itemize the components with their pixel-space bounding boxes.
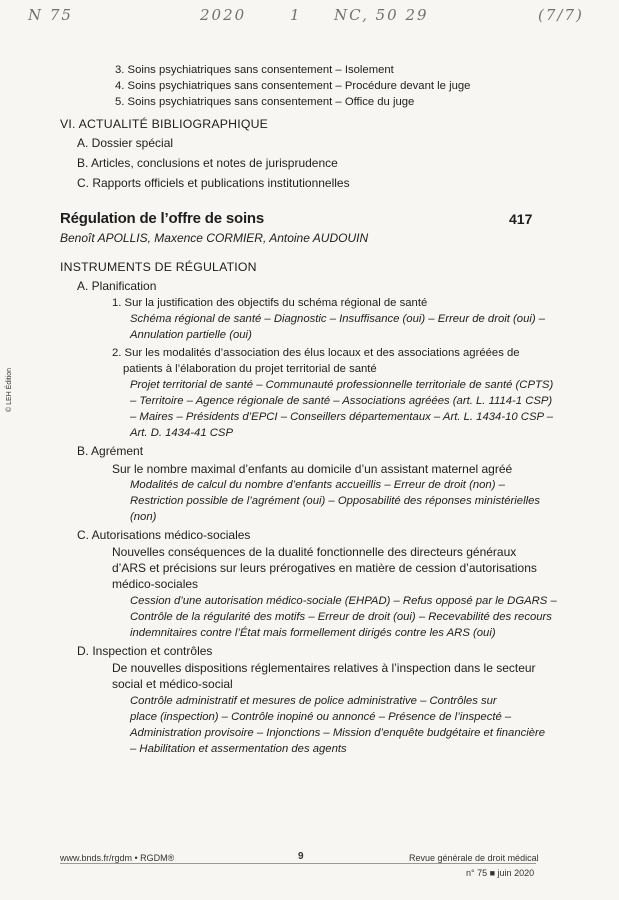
section-page-number: 417 (509, 211, 533, 227)
handwritten-pages: (7/7) (538, 6, 584, 24)
keywords-line: – Territoire – Agence régionale de santé – Associations agréées (art. L. 1114-1 CSP) (130, 395, 553, 407)
subheading-agrement: B. Agrément (77, 444, 144, 458)
handwritten-year: 2020 (200, 6, 247, 24)
keywords-line: indemnitaires contre l’État mais formellement dirigés contre les ARS (oui) (130, 627, 496, 639)
footer-journal: Revue générale de droit médical (409, 853, 539, 863)
toc-item: 5. Soins psychiatriques sans consentement – Office du juge (115, 96, 415, 108)
edition-mark: © LEH Édition (6, 367, 13, 412)
handwritten-annotation (28, 6, 597, 30)
keywords-line: Annulation partielle (oui) (130, 329, 252, 341)
subheading-planification: A. Planification (77, 279, 157, 293)
item-line: De nouvelles dispositions réglementaires relatives à l’inspection dans le secteur (112, 661, 536, 675)
keywords-line: Cession d’une autorisation médico-sociale (EHPAD) – Refus opposé par le DGARS – (130, 595, 557, 607)
handwritten-num: 1 (290, 6, 302, 24)
handwritten-ref: N 75 (28, 6, 73, 24)
section-title: Régulation de l’offre de soins (60, 210, 265, 227)
item-line: Nouvelles conséquences de la dualité fonctionnelle des directeurs généraux (112, 545, 517, 559)
footer-site: www.bnds.fr/rgdm • RGDM® (60, 853, 175, 863)
keywords-line: Modalités de calcul du nombre d’enfants accueillis – Erreur de droit (non) – (130, 479, 505, 491)
subheading-inspection: D. Inspection et contrôles (77, 644, 213, 658)
item-line: social et médico-social (112, 677, 233, 691)
keywords-line: (non) (130, 511, 157, 523)
item-line: 2. Sur les modalités d’association des élus locaux et des associations agréées de (112, 347, 520, 359)
handwritten-code: NC, 50 29 (334, 6, 429, 24)
keywords-line: Administration provisoire – Injonctions – Mission d’enquête budgétaire et financière (130, 727, 546, 739)
subheading-autorisations: C. Autorisations médico-sociales (77, 528, 251, 542)
toc-sub: A. Dossier spécial (77, 136, 174, 150)
keywords-line: – Maires – Présidents d’EPCI – Conseillers départementaux – Art. L. 1434-10 CSP – (130, 411, 554, 423)
keywords-line: – Habilitation et assermentation des agents (130, 743, 347, 755)
keywords-line: Schéma régional de santé – Diagnostic – Insuffisance (oui) – Erreur de droit (oui) – (130, 313, 546, 325)
footer-page-number: 9 (298, 851, 304, 862)
item-line: 1. Sur la justification des objectifs du schéma régional de santé (112, 297, 428, 309)
keywords-line: Restriction possible de l’agrément (oui) – Opposabilité des réponses ministérielles (130, 495, 541, 507)
toc-sub: B. Articles, conclusions et notes de jurisprudence (77, 156, 338, 170)
item-line: d’ARS et précisions sur leurs prérogatives en matière de cession d’autorisations (112, 561, 537, 575)
toc-item: 3. Soins psychiatriques sans consentement – Isolement (115, 64, 394, 76)
keywords-line: Projet territorial de santé – Communauté professionnelle territoriale de santé (CPTS) (130, 379, 554, 391)
section-authors: Benoît APOLLIS, Maxence CORMIER, Antoine AUDOUIN (60, 231, 369, 245)
item-line: patients à l’élaboration du projet territorial de santé (123, 363, 377, 375)
keywords-line: place (inspection) – Contrôle inopiné ou annoncé – Présence de l’inspecté – (130, 711, 512, 723)
toc-item: 4. Soins psychiatriques sans consentement – Procédure devant le juge (115, 80, 471, 92)
footer-issue: n° 75 ■ juin 2020 (466, 868, 535, 878)
keywords-line: Art. D. 1434-41 CSP (130, 427, 233, 439)
toc-sub: C. Rapports officiels et publications institutionnelles (77, 176, 350, 190)
item-line: Sur le nombre maximal d’enfants au domicile d’un assistant maternel agréé (112, 462, 513, 476)
item-line: médico-sociales (112, 577, 199, 591)
keywords-line: Contrôle de la régularité des motifs – Erreur de droit (oui) – Recevabilité des recours (130, 611, 552, 623)
subsection-heading: INSTRUMENTS DE RÉGULATION (60, 260, 257, 274)
toc-section-title: VI. ACTUALITÉ BIBLIOGRAPHIQUE (60, 117, 269, 131)
keywords-line: Contrôle administratif et mesures de police administrative – Contrôles sur (130, 695, 497, 707)
